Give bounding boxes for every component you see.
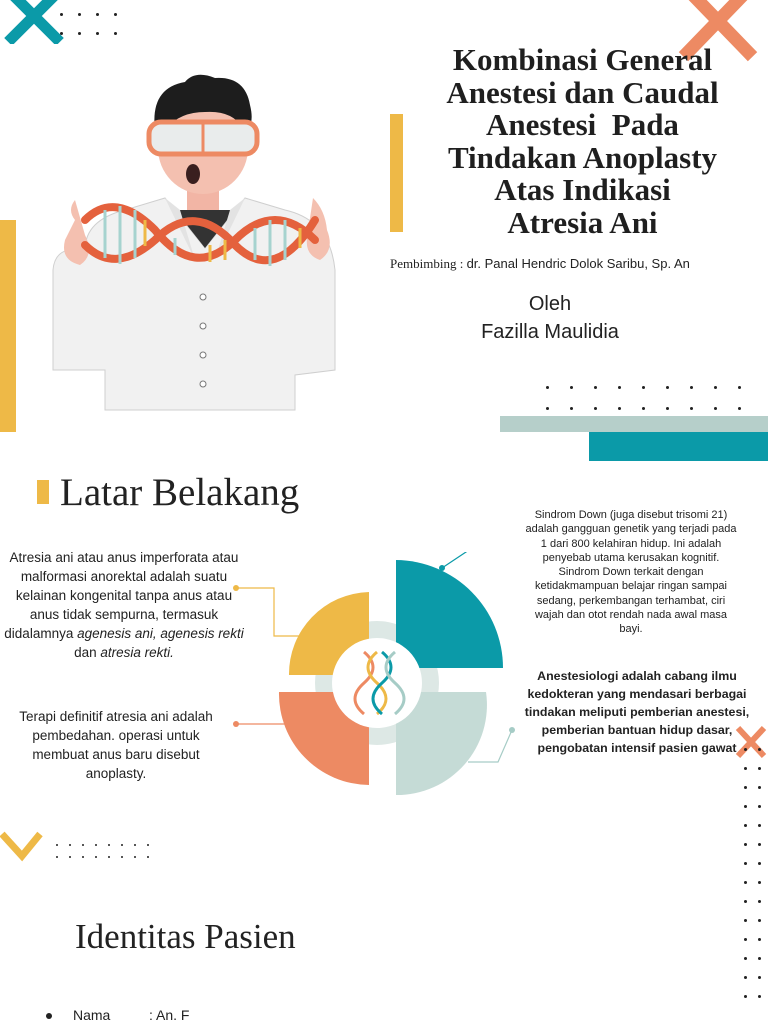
dot-grid — [56, 844, 160, 858]
scientist-illustration-icon — [45, 70, 345, 415]
section-heading: Latar Belakang — [60, 471, 300, 514]
section-heading: Identitas Pasien — [75, 917, 296, 956]
atresia-italic: agenesis ani, agenesis rekti — [77, 626, 244, 641]
bullet-icon — [46, 1013, 52, 1019]
title-line: Atas Indikasi — [494, 172, 671, 207]
anesthesiology-paragraph: Anestesiologi adalah cabang ilmu kedokteran yang mendasari berbagai tindakan meliputi pemberian anestesi, pemberian bantuan hidup dasar, pengobatan intensif pasien gawat — [524, 669, 750, 755]
slide-background — [0, 462, 768, 862]
title-line: Anestesi Pada — [486, 107, 679, 142]
x-mark-yellow-icon — [0, 828, 44, 862]
supervisor-line — [390, 256, 765, 272]
atresia-paragraph — [2, 548, 246, 662]
dot-grid — [60, 13, 132, 35]
supervisor-name: dr. Panal Hendric Dolok Saribu, Sp. An — [466, 256, 690, 271]
field-value: : An. F — [149, 1007, 190, 1023]
author-name: Fazilla Maulidia — [481, 321, 619, 343]
mint-stripe — [500, 416, 768, 432]
title-line: Anestesi dan Caudal — [446, 74, 719, 110]
presentation-title — [405, 44, 760, 239]
slide-background — [0, 900, 740, 1024]
teal-stripe — [589, 432, 768, 461]
terapi-paragraph: Terapi definitif atresia ani adalah pembedahan. operasi untuk membuat anus baru disebut anoplasty. — [19, 709, 213, 781]
title-line: Kombinasi General — [452, 42, 713, 77]
quad-diagram — [232, 552, 522, 802]
dot-grid — [546, 386, 762, 410]
atresia-text: Atresia ani atau anus imperforata atau malformasi anorektal adalah suatu kelainan kongenital tanpa anus atau anus tidak sempurna, termasuk didalamnya — [4, 550, 239, 641]
atresia-text: dan — [74, 645, 101, 660]
author-block — [450, 290, 650, 346]
x-mark-teal-icon — [4, 0, 64, 44]
slide-title — [0, 0, 768, 445]
title-line: Atresia Ani — [507, 204, 658, 240]
heading-accent — [37, 480, 49, 504]
list-item — [46, 1006, 189, 1024]
dot-column — [744, 748, 768, 998]
title-accent-bar — [390, 114, 403, 232]
title-line: Tindakan Anoplasty — [447, 139, 718, 175]
oleh-label: Oleh — [528, 293, 572, 315]
atresia-italic: atresia rekti. — [100, 645, 174, 660]
supervisor-label: Pembimbing : — [390, 256, 467, 271]
down-syndrome-paragraph: Sindrom Down (juga disebut trisomi 21) adalah gangguan genetik yang terjadi pada 1 dari 800 kelahiran hidup. Ini adalah penyebab utama kerusakan kognitif. Sindrom Down terkait dengan ketidakmampuan belajar ringan sampai sedang, perkembangan terhambat, ciri wajah dan otot rendah nada awal masa bayi. — [525, 509, 737, 636]
accent-bar — [0, 220, 16, 432]
field-label: Nama — [73, 1007, 111, 1023]
